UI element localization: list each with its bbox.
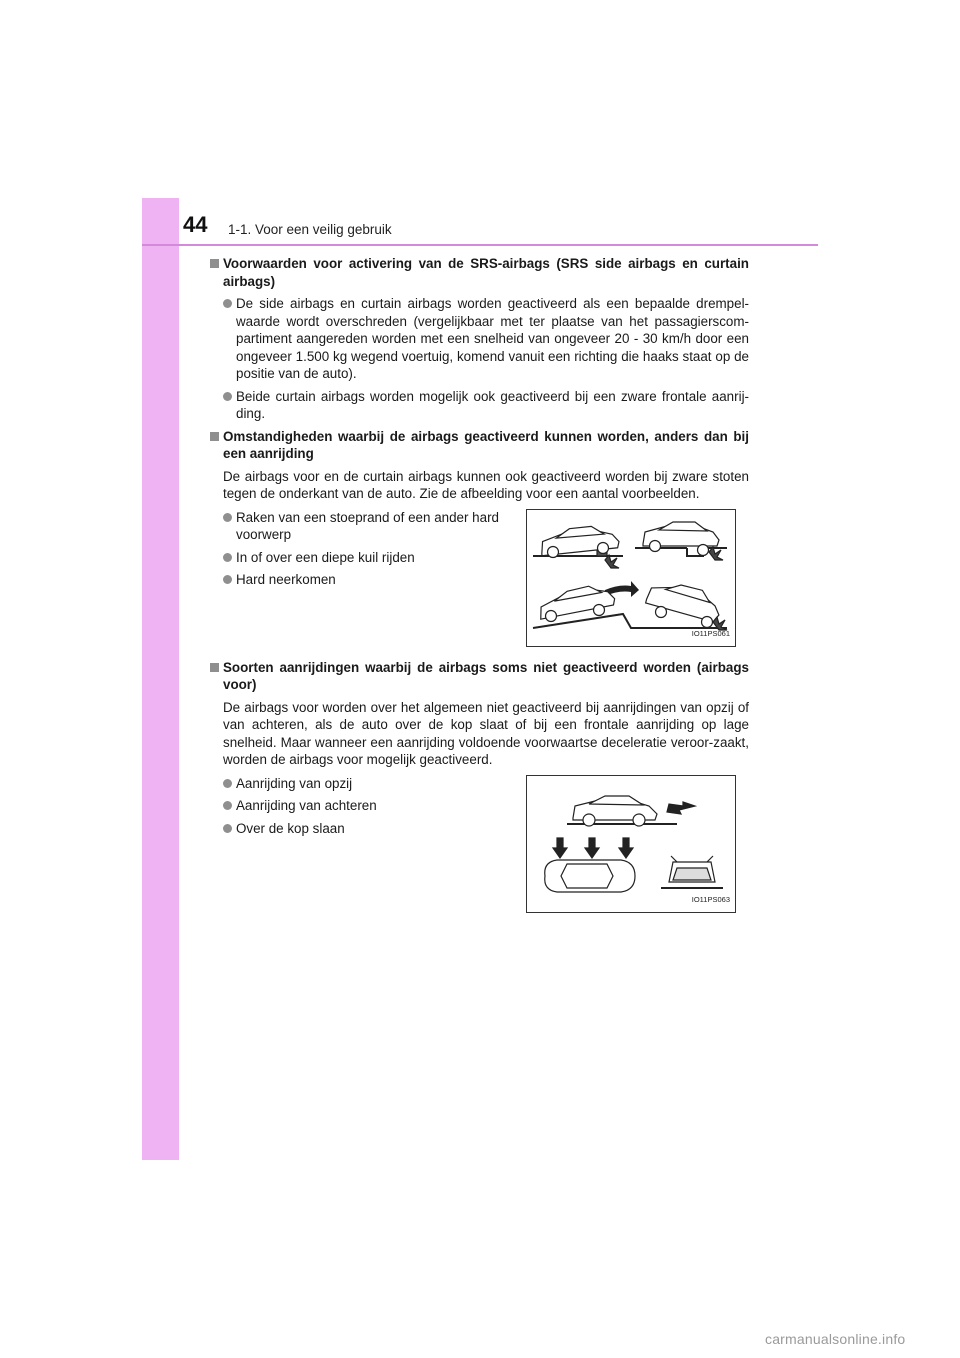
figure-code: IO11PS061: [691, 629, 730, 638]
list-item: Raken van een stoeprand of een ander hard voorwerp: [222, 509, 499, 544]
car-rear-collision-icon: [567, 796, 695, 826]
circle-bullet-icon: [223, 824, 232, 833]
illustration-collision-types: [526, 775, 736, 913]
list-item: Over de kop slaan: [222, 820, 499, 838]
circle-bullet-icon: [223, 779, 232, 788]
square-bullet-icon: [210, 259, 219, 268]
list-item: Aanrijding van opzij: [222, 775, 499, 793]
page-content: [209, 255, 749, 915]
illustration-underbody-impacts: [526, 509, 736, 647]
list-item: Hard neerkomen: [222, 571, 499, 589]
header-rule: [142, 244, 818, 246]
arrow-down-icon: [619, 838, 633, 858]
figure-code: IO11PS063: [691, 895, 730, 904]
circle-bullet-icon: [223, 392, 232, 401]
car-pothole-icon: [635, 522, 727, 560]
circle-bullet-icon: [223, 299, 232, 308]
arrow-down-icon: [553, 838, 567, 858]
heading-side-airbag-conditions: Voorwaarden voor activering van de SRS-airbags (SRS side airbags en curtain airbags): [209, 255, 749, 290]
watermark-text: carmanualsonline.info: [765, 1331, 906, 1347]
car-rollover-icon: [661, 856, 723, 888]
circle-bullet-icon: [223, 553, 232, 562]
paragraph: De airbags voor worden over het algemeen niet geactiveerd bij aanrijdingen van opzij of van achteren, als de auto over de kop slaat of bij een frontale aanrijding op lage snelheid. Maar wanneer een aanrijding voldoende voorwaartse deceleratie veroor-zaakt, worden de airbags voor mogelijk geactiveerd.: [223, 699, 749, 767]
heading-no-deployment-collisions: Soorten aanrijdingen waarbij de airbags soms niet geactiveerd worden (airbags voor): [209, 659, 749, 694]
square-bullet-icon: [210, 432, 219, 441]
heading-non-collision-deployment: Omstandigheden waarbij de airbags geactiveerd kunnen worden, anders dan bij een aanrijding: [209, 428, 749, 463]
circle-bullet-icon: [223, 575, 232, 584]
list-item: Aanrijding van achteren: [222, 797, 499, 815]
paragraph: De airbags voor en de curtain airbags kunnen ook geactiveerd worden bij zware stoten tegen de onderkant van de auto. Zie de afbeelding voor een aantal voorbeelden.: [223, 468, 749, 501]
arrow-down-icon: [585, 838, 599, 858]
list-item: De side airbags en curtain airbags worden geactiveerd als een bepaalde drempel-waarde wordt overschreden (vergelijkbaar met ter plaatse van het passagierscom-partiment aangereden worden met een snelheid van ongeveer 20 - 30 km/h door een ongeveer 1.500 kg wegend voertuig, komend vanuit een richting die haaks staat op de positie van de auto).: [222, 295, 749, 383]
circle-bullet-icon: [223, 513, 232, 522]
car-side-collision-icon: [545, 838, 635, 892]
square-bullet-icon: [210, 663, 219, 672]
chapter-side-band: [142, 198, 179, 1160]
figure-row-collision-types: [209, 775, 749, 915]
list-item: In of over een diepe kuil rijden: [222, 549, 499, 567]
car-curb-icon: [533, 525, 623, 568]
circle-bullet-icon: [223, 801, 232, 810]
figure-row-underbody-impacts: [209, 509, 749, 655]
section-title: 1-1. Voor een veilig gebruik: [228, 222, 392, 237]
list-item: Beide curtain airbags worden mogelijk ook geactiveerd bij een zware frontale aanrij-ding.: [222, 388, 749, 423]
arrow-left-icon: [667, 802, 695, 814]
page-number: 44: [183, 212, 208, 237]
